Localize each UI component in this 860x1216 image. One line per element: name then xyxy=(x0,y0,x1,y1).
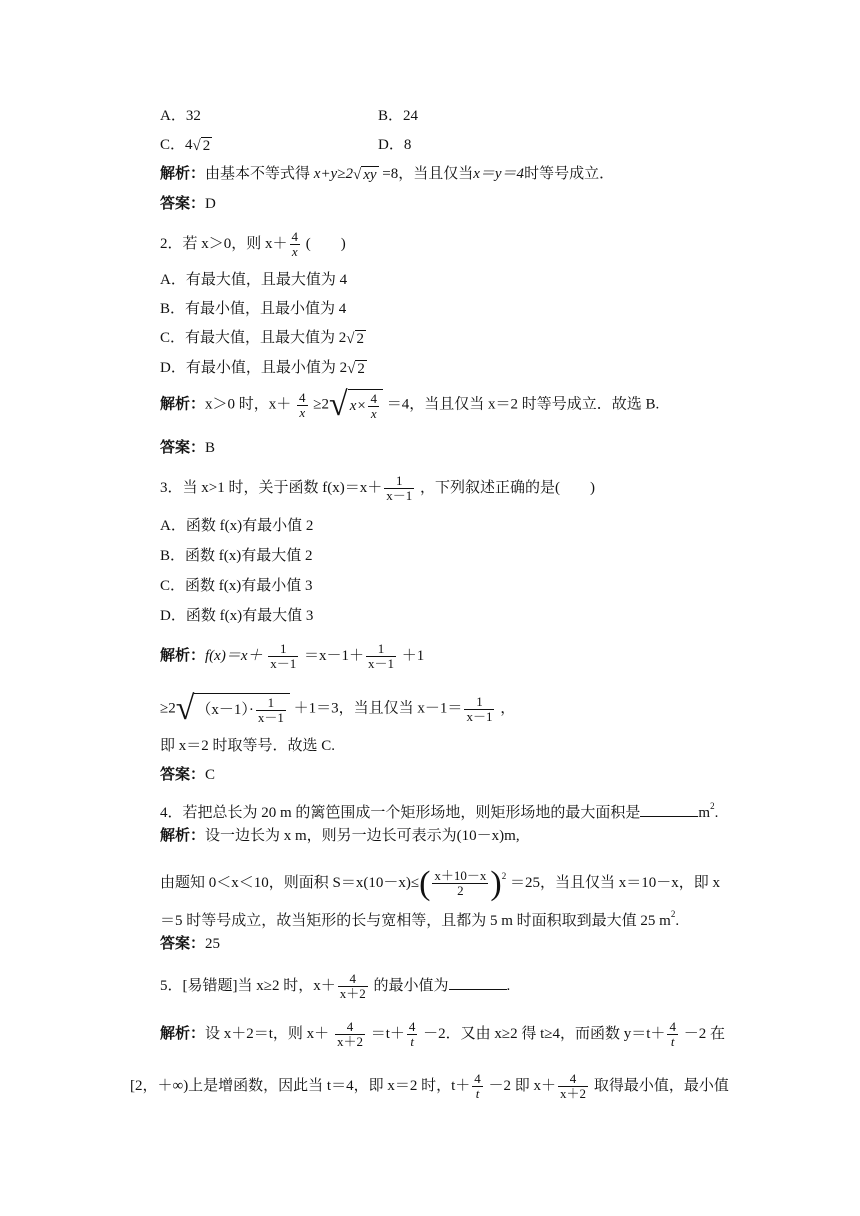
q3-stem: 3．当 x>1 时，关于函数 f(x)＝x＋ $\frac{1}{x-1}$ ，下列叙述正确的是( ) xyxy=(160,473,595,503)
q3-analysis-line2: ≥2√ （x－1）· $\frac{1}{x-1}$ ＋1＝3，当且仅当 x－1＝ $\frac{1}{x-1}$ ， xyxy=(160,690,516,727)
fraction: $\frac{4}{x}$ xyxy=(291,229,299,259)
q3-answer: 答案：C xyxy=(160,767,216,783)
fraction: $\frac{1}{x-1}$ xyxy=(270,641,297,671)
q3-option-a: A．函数 f(x)有最小值 2 xyxy=(160,518,314,534)
q1-option-a: A．32 xyxy=(160,108,201,124)
q2-stem: 2．若 x＞0，则 x＋ $\frac{4}{x}$ ( ) xyxy=(160,229,346,259)
sqrt-symbol: √ （x－1）· $\frac{1}{x-1}$ xyxy=(176,692,290,726)
q4-stem: 4．若把总长为 20 m 的篱笆围成一个矩形场地，则矩形场地的最大面积是 $m^2$. xyxy=(160,801,719,821)
fraction: $\frac{4}{x+2}$ xyxy=(339,971,366,1001)
q3-analysis-line3: 即 x＝2 时取等号．故选 C. xyxy=(160,738,336,754)
q4-analysis-line1: 解析：设一边长为 x m，则另一边长可表示为(10－x)m, xyxy=(160,828,520,844)
q2-option-c: C．有最大值，且最大值为 2√ 2 xyxy=(160,330,364,347)
fraction: $\frac{x+10-x}{2}$ xyxy=(434,868,487,899)
fraction: $\frac{4}{x+2}$ xyxy=(560,1071,587,1101)
fraction: $\frac{4}{t}$ xyxy=(408,1019,416,1049)
sqrt-symbol: √ 2 xyxy=(347,360,365,377)
answer-blank xyxy=(640,802,698,817)
q3-option-c: C．函数 f(x)有最小值 3 xyxy=(160,578,313,594)
sqrt-symbol: √ x× $\frac{4}{x}$ xyxy=(329,388,383,422)
q3-option-b: B．函数 f(x)有最大值 2 xyxy=(160,548,313,564)
fraction: $\frac{4}{x+2}$ xyxy=(336,1019,363,1049)
q1-answer: 答案：D xyxy=(160,196,216,212)
fraction: $\frac{4}{t}$ xyxy=(669,1019,676,1049)
q1-option-c: C．4√ 2 xyxy=(160,137,211,154)
q3-analysis-line1: 解析：f(x)＝x＋ $\frac{1}{x-1}$ ＝x－1＋ $\frac{1}{x-1}$ ＋1 xyxy=(160,641,425,671)
q2-option-a: A．有最大值，且最大值为 4 xyxy=(160,272,348,288)
fraction: $\frac{1}{x-1}$ xyxy=(368,641,395,671)
fraction: $\frac{4}{t}$ xyxy=(474,1071,481,1101)
right-paren: ) xyxy=(490,864,502,902)
sqrt-symbol: √ xy xyxy=(352,166,377,183)
q1-option-b: B．24 xyxy=(378,108,419,124)
sqrt-symbol: √ 2 xyxy=(346,330,364,347)
answer-blank xyxy=(449,975,507,990)
fraction: $\frac{1}{x-1}$ xyxy=(257,695,284,725)
q1-analysis: 解析：由基本不等式得 x+y≥2√ xy =8，当且仅当x＝y＝4时等号成立． xyxy=(160,166,615,183)
left-paren: ( xyxy=(419,864,431,902)
q1-option-d: D．8 xyxy=(378,137,412,153)
q2-option-b: B．有最小值，且最小值为 4 xyxy=(160,301,347,317)
q5-analysis-line2: [2，＋∞)上是增函数，因此当 t＝4，即 x＝2 时，t＋ $\frac{4}{t}$ －2 即 x＋ $\frac{4}{x+2}$ 取得最小值，最小值 xyxy=(130,1071,729,1101)
q4-analysis-line3: ＝5 时等号成立，故当矩形的长与宽相等，且都为 5 m 时面积取到最大值 25 $m^2$. xyxy=(160,909,680,929)
q2-option-d: D．有最小值，且最小值为 2√ 2 xyxy=(160,360,365,377)
q2-analysis: 解析：x＞0 时，x＋ $\frac{4}{x}$ ≥2√ x× $\frac{4}{x}$ ＝4，当且仅当 x＝2 时等号成立．故选 B. xyxy=(160,386,660,423)
fraction: $\frac{4}{x}$ xyxy=(370,391,377,421)
fraction: $\frac{4}{x}$ xyxy=(299,389,306,420)
q4-answer: 答案：25 xyxy=(160,936,221,952)
q5-stem: 5．[易错题]当 x≥2 时，x＋ $\frac{4}{x+2}$ 的最小值为 . xyxy=(160,971,511,1001)
fraction: $\frac{1}{x-1}$ xyxy=(386,473,413,503)
q4-analysis-line2: 由题知 0＜x＜10，则面积 S＝x(10－x)≤( $\frac{x+10-x}{2}$ )$^2$ ＝25，当且仅当 x＝10－x，即 x xyxy=(160,864,721,902)
q3-option-d: D．函数 f(x)有最大值 3 xyxy=(160,608,314,624)
fraction: $\frac{1}{x-1}$ xyxy=(466,693,493,724)
sqrt-symbol: √ 2 xyxy=(192,137,211,154)
q2-answer: 答案：B xyxy=(160,440,216,456)
q5-analysis-line1: 解析：设 x＋2＝t，则 x＋ $\frac{4}{x+2}$ ＝t＋ $\frac{4}{t}$ －2．又由 x≥2 得 t≥4，而函数 y＝t＋ $\frac{4}{t}$ －2 在 xyxy=(160,1019,725,1049)
